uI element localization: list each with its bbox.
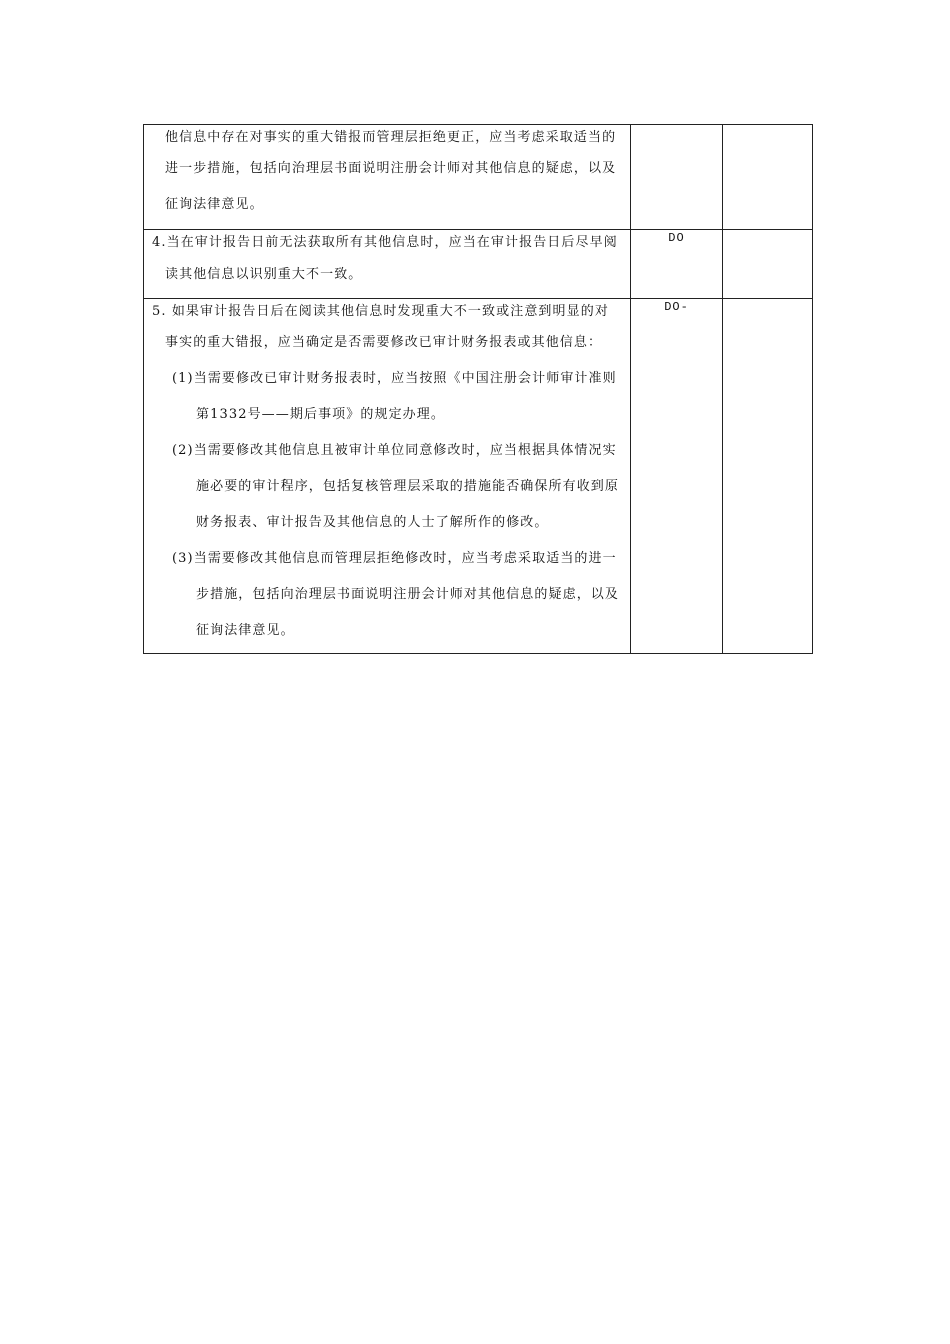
sub-item-line: 步措施，包括向治理层书面说明注册会计师对其他信息的疑虑，以及	[196, 587, 620, 602]
procedure-cell	[144, 230, 631, 299]
procedure-text-line: 他信息中存在对事实的重大错报而管理层拒绝更正，应当考虑采取适当的	[165, 130, 617, 145]
index-code-cell	[631, 299, 723, 654]
sub-item-line: (3)当需要修改其他信息而管理层拒绝修改时，应当考虑采取适当的进一	[172, 551, 617, 566]
remark-cell	[723, 125, 813, 230]
sub-item-line: (1)当需要修改已审计财务报表时，应当按照《中国注册会计师审计准则	[172, 371, 617, 386]
sub-item-line: 征询法律意见。	[196, 623, 295, 638]
remark-cell	[723, 299, 813, 654]
procedure-text-line: 征询法律意见。	[165, 197, 264, 212]
remark-cell	[723, 230, 813, 299]
table-row	[144, 125, 813, 230]
table-row	[144, 299, 813, 654]
sub-item-line: 施必要的审计程序，包括复核管理层采取的措施能否确保所有收到原	[196, 479, 620, 494]
index-code	[631, 125, 722, 126]
procedure-text-line: 事实的重大错报，应当确定是否需要修改已审计财务报表或其他信息：	[165, 335, 603, 350]
table-row	[144, 230, 813, 299]
sub-item-line: 第1332号——期后事项》的规定办理。	[196, 407, 445, 422]
index-code-cell	[631, 125, 723, 230]
procedure-cell	[144, 125, 631, 230]
index-code: DO-	[664, 300, 689, 314]
procedure-text-line: 进一步措施，包括向治理层书面说明注册会计师对其他信息的疑虑，以及	[165, 161, 617, 176]
index-code: DO	[668, 231, 685, 245]
procedure-cell	[144, 299, 631, 654]
audit-procedure-table	[143, 124, 813, 654]
procedure-text-line: 读其他信息以识别重大不一致。	[165, 267, 363, 282]
sub-item-line: (2)当需要修改其他信息且被审计单位同意修改时，应当根据具体情况实	[172, 443, 617, 458]
procedure-text-line: 5. 如果审计报告日后在阅读其他信息时发现重大不一致或注意到明显的对	[152, 304, 609, 319]
procedure-text-line: 4.当在审计报告日前无法获取所有其他信息时，应当在审计报告日后尽早阅	[152, 235, 618, 250]
index-code-cell	[631, 230, 723, 299]
sub-item-line: 财务报表、审计报告及其他信息的人士了解所作的修改。	[196, 515, 549, 530]
